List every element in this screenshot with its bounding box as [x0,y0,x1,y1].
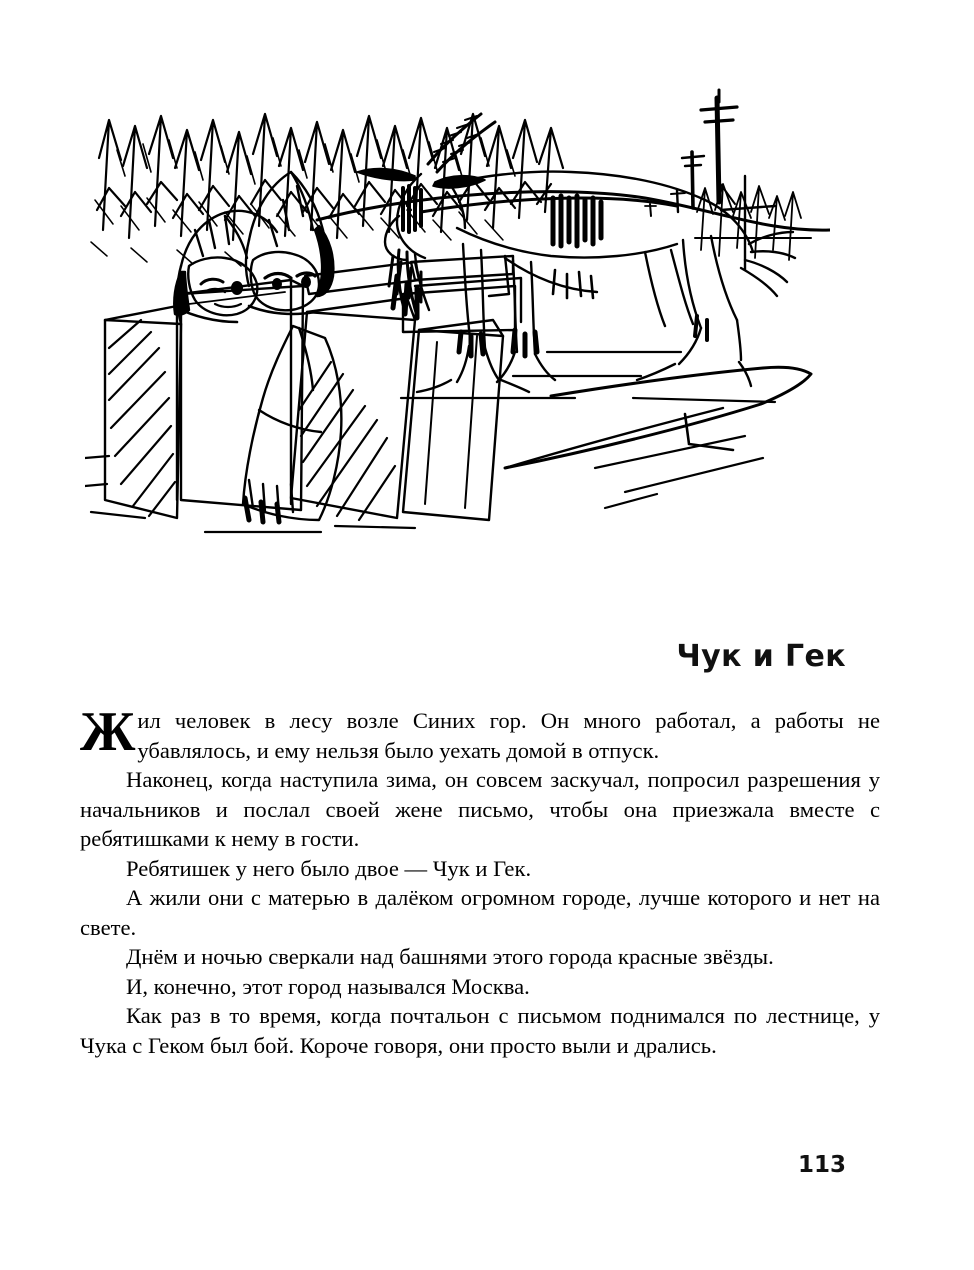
paragraph-text: ил человек в лесу возле Синих гор. Он много работал, а работы не убавлялось, и ему нельзя было уехать домой в отпуск. [137,708,880,763]
paragraph-text: И, конечно, этот город назывался Москва. [126,973,530,999]
paragraph [80,972,880,1002]
paragraph [80,883,880,942]
paragraph-text: Ребятишек у него было двое — Чук и Гек. [126,855,532,881]
telegraph-poles-icon [645,90,737,216]
snow-hill [317,192,830,230]
drop-cap: Ж [80,701,136,763]
story-illustration [85,80,830,550]
page-number: 113 [797,1152,846,1178]
paragraph-text: Днём и ночью сверкали над башнями этого города красные звёзды. [126,944,774,969]
paragraph [80,701,880,765]
paragraph [80,1001,880,1060]
paragraph [80,854,880,884]
paragraph-text: Наконец, когда наступила зима, он совсем заскучал, попросил разрешения у начальников и послал своей жене письмо, чтобы она приезжала вместе с ребятишками к нему в гости. [80,767,880,851]
paragraph [80,942,880,972]
two-children-icon [174,172,333,322]
snow-ground-lines [401,352,775,402]
story-title: Чук и Гек [676,639,846,675]
goat-icon [357,114,795,392]
paragraph-text: А жили они с матерью в далёком огромном городе, лучше которого и нет на свете. [80,885,880,940]
story-body [80,701,880,1060]
paragraph [80,765,880,854]
paragraph-text: Как раз в то время, когда почтальон с письмом поднимался по лестнице, у Чука с Геком был бой. Короче говоря, они просто выли и дрались. [80,1003,880,1058]
sled-runner [505,367,811,508]
